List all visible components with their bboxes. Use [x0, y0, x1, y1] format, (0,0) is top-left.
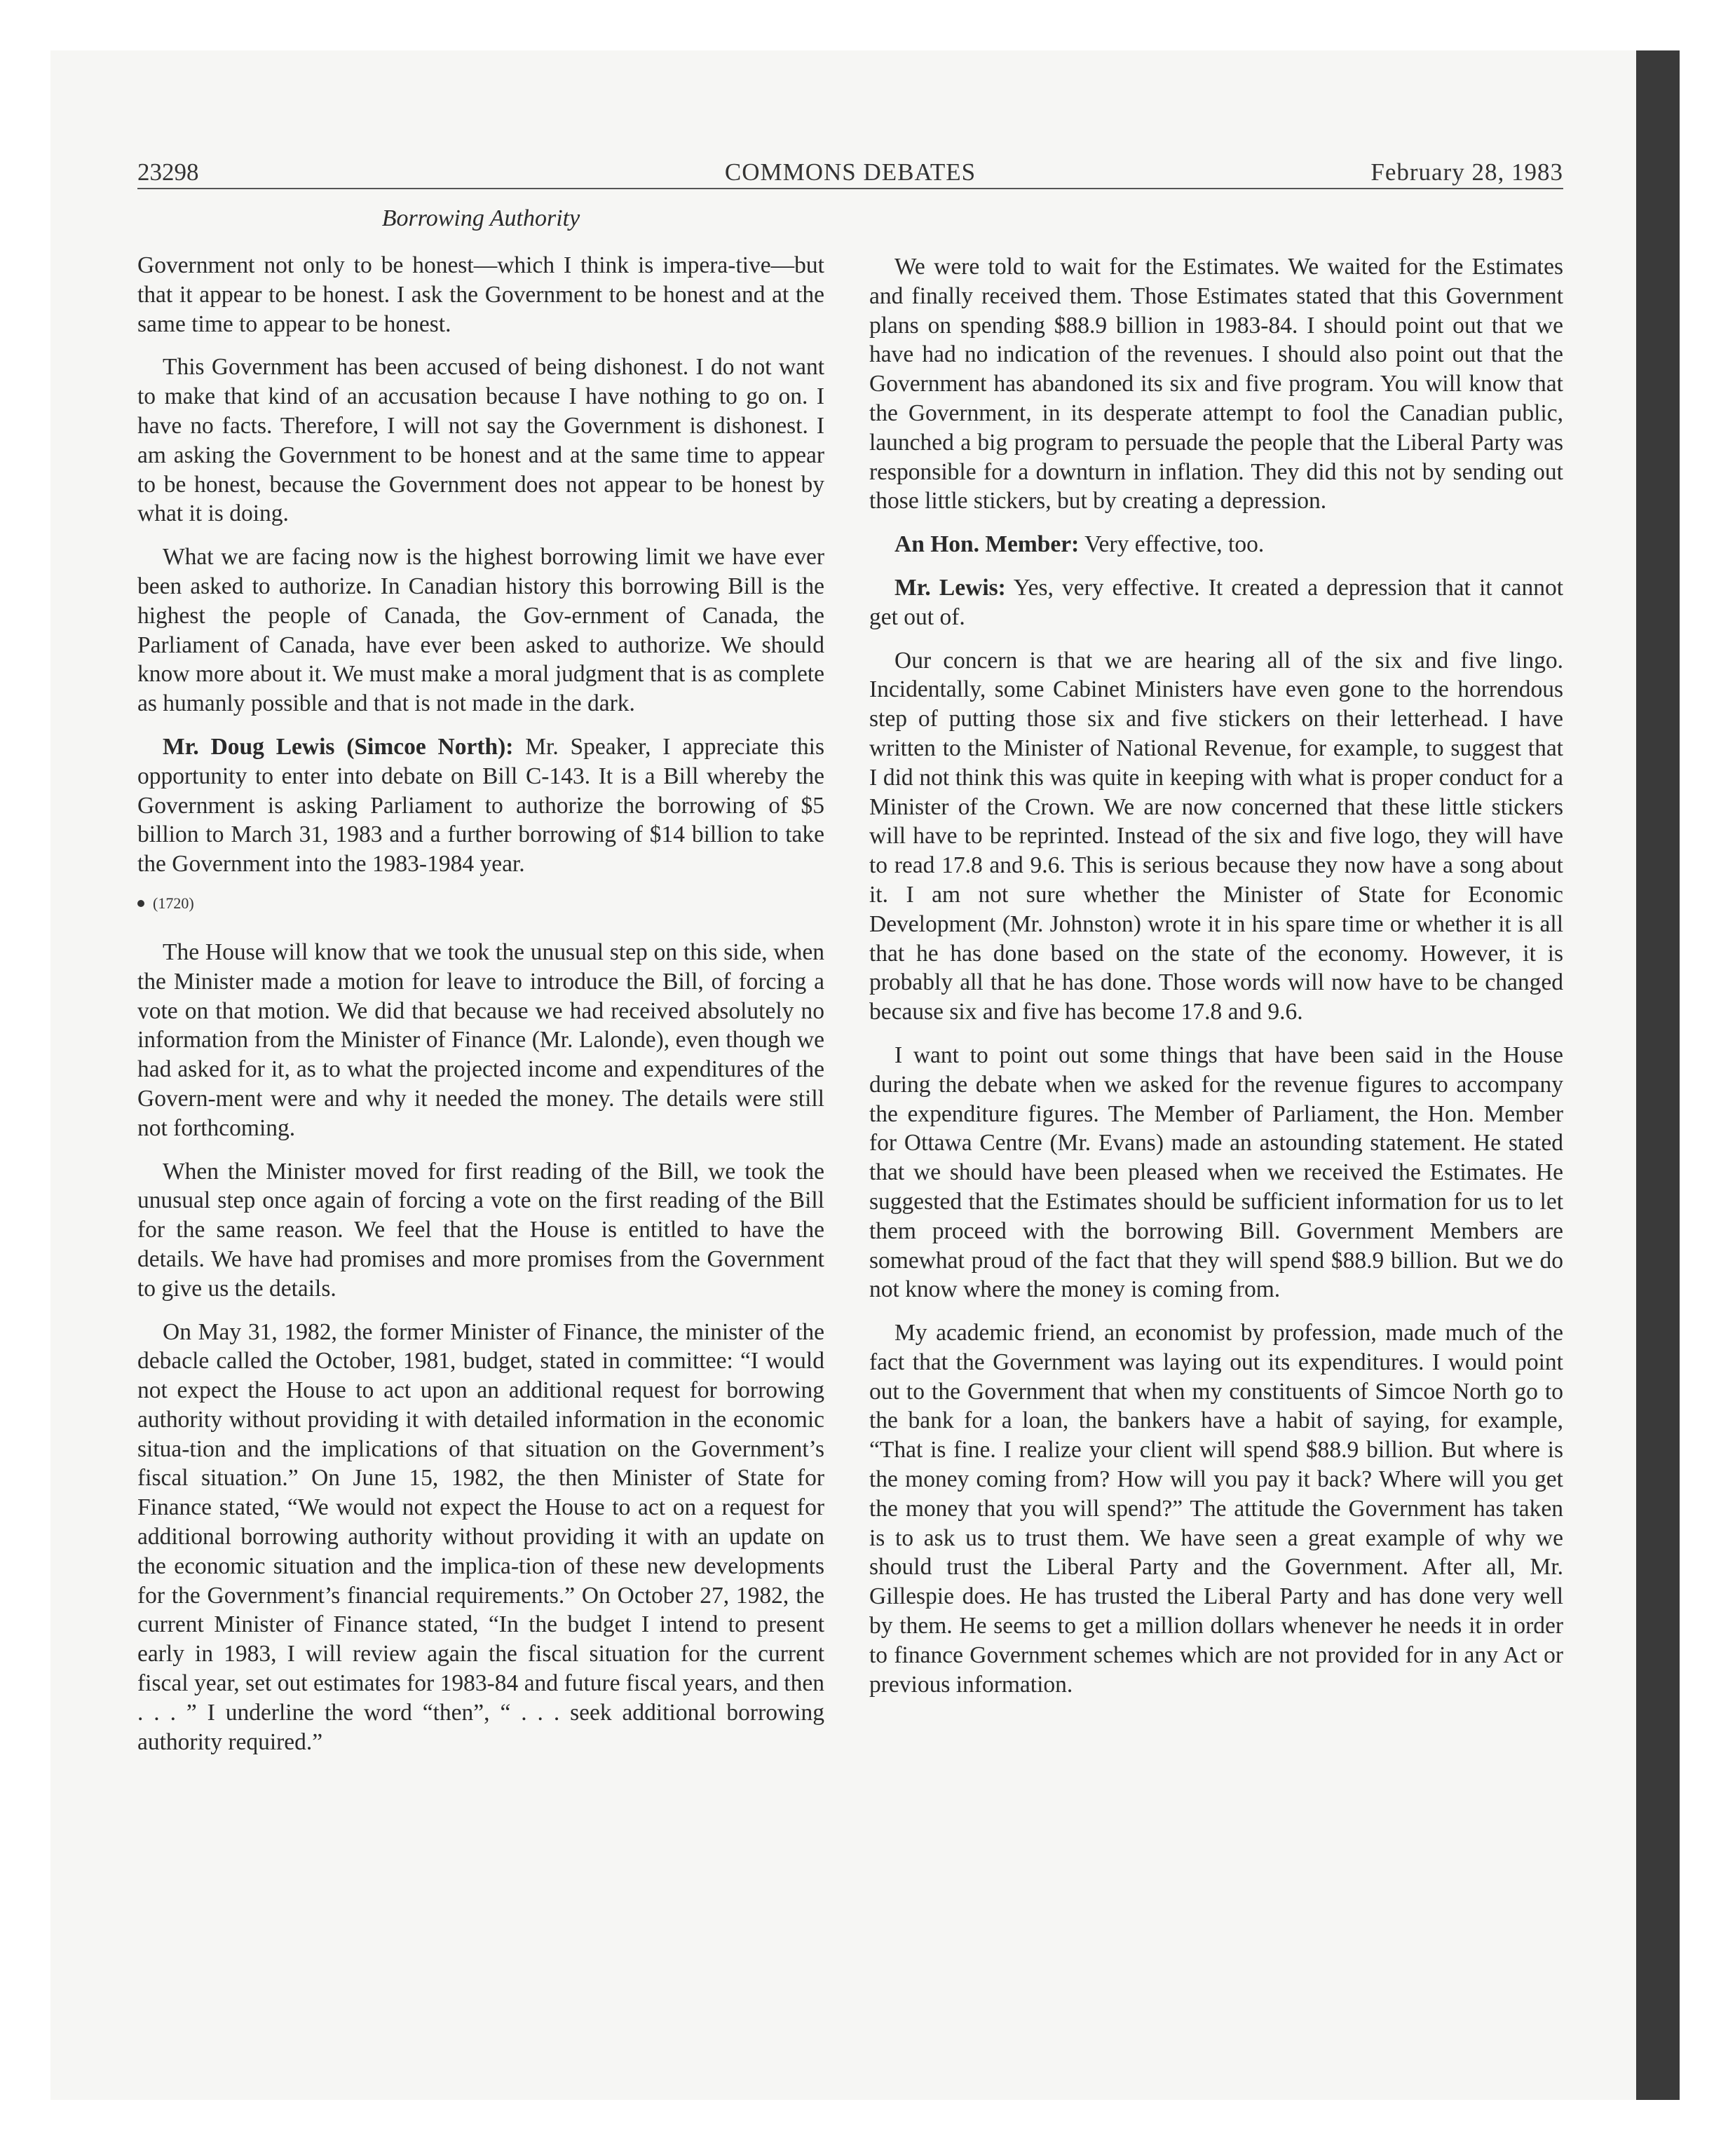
time-marker — [137, 893, 824, 914]
paragraph: Government not only to be honest—which I think is impera-tive—but that it appear to be honest. I ask the Government to be honest and at the same time to appear to be honest. — [137, 252, 824, 337]
paragraph: I want to point out some things that have been said in the House during the debate when we asked for the revenue figures to accompany the expenditure figures. The Member of Parliament, the Hon. Member for Ottawa Centre (Mr. Evans) made an astounding statement. He stated that we should have been pleased when we received the Estimates. He suggested that the Estimates should be sufficient information for us to let them proceed with the borrowing Bill. Government Members are somewhat proud of the fact that they will spend $88.9 billion. But we do not know where the money is coming from. — [869, 1042, 1563, 1303]
subject-heading: Borrowing Authority — [381, 205, 580, 231]
speech-text: Very effective, too. — [1079, 531, 1265, 558]
page-date: February 28, 1983 — [1370, 158, 1563, 186]
paragraph — [869, 530, 1563, 559]
speech-text: Yes, very effective. It created a depression that it cannot get out of. — [869, 574, 1563, 630]
right-column — [869, 252, 1563, 1713]
page-number: 23298 — [137, 158, 199, 186]
speaker-name: Mr. Lewis: — [894, 574, 1006, 601]
time-marker-text: (1720) — [153, 894, 194, 912]
speaker-name: Mr. Doug Lewis (Simcoe North): — [163, 733, 514, 760]
bullet-icon — [137, 900, 144, 907]
speaker-name: An Hon. Member: — [894, 531, 1080, 558]
page-header — [137, 156, 1563, 189]
left-column — [137, 251, 824, 1770]
paragraph: The House will know that we took the unusual step on this side, when the Minister made a motion for leave to introduce the Bill, of forcing a vote on that motion. We did that because we had received absolutely no information from the Minister of Finance (Mr. Lalonde), even though we had asked for it, as to what the projected income and expenditures of the Govern-ment were and why it needed the money. The details were still not forthcoming. — [137, 939, 824, 1141]
publication-title: COMMONS DEBATES — [724, 158, 977, 186]
paragraph: This Government has been accused of being dishonest. I do not want to make that kind of an accusation because I have nothing to go on. I have no facts. Therefore, I will not say the Government is dishonest. I am asking the Government to be honest and at the same time to appear to be honest, because the Government does not appear to be honest by what it is doing. — [137, 354, 824, 527]
paragraph: What we are facing now is the highest borrowing limit we have ever been asked to authorize. In Canadian history this borrowing Bill is the highest the people of Canada, the Gov-ernment of Canada, the Parliament of Canada, have ever been asked to authorize. We should know more about it. We must make a moral judgment that is as complete as humanly possible and that is not made in the dark. — [137, 544, 824, 717]
paragraph — [869, 573, 1563, 632]
paragraph: We were told to wait for the Estimates. We waited for the Estimates and finally received them. Those Estimates stated that this Government plans on spending $88.9 billion in 1983-84. I should point out that we have had no indication of the revenues. I should also point out that the Government has abandoned its six and five program. You will know that the Government, in its desperate attempt to fool the Canadian public, launched a big program to persuade the people that the Liberal Party was responsible for a downturn in inflation. They did this not by sending out those little stickers, but by creating a depression. — [869, 254, 1563, 514]
paragraph: On May 31, 1982, the former Minister of Finance, the minister of the debacle called the October, 1981, budget, stated in committee: “I would not expect the House to act upon an additional request for borrowing authority without providing it with detailed information in the economic situa-tion and the implications of that situation on the Government’s fiscal situation.” On June 15, 1982, the then Minister of State for Finance stated, “We would not expect the House to act on a request for additional borrowing authority without providing it with an update on the economic situation and the implica-tion of these new developments for the Government’s financial requirements.” On October 27, 1982, the current Minister of Finance stated, “In the budget I intend to present early in 1983, I will review again the fiscal situation for the current fiscal year, set out estimates for 1983-84 and future fiscal years, and then . . . ” I underline the word “then”, “ . . . seek additional borrowing authority required.” — [137, 1318, 824, 1755]
paragraph: When the Minister moved for first reading of the Bill, we took the unusual step once again of forcing a vote on the first reading of the Bill for the same reason. We feel that the House is entitled to have the details. We have had promises and more promises from the Government to give us the details. — [137, 1158, 824, 1302]
speech-text: Mr. Speaker, I appreciate this opportunity to enter into debate on Bill C-143. It is a Bill whereby the Government is asking Parliament to authorize the borrowing of $5 billion to March 31, 1983 and a further borrowing of $14 billion to take the Government into the 1983-1984 year. — [137, 733, 824, 878]
scan-edge-bar — [1636, 50, 1680, 2100]
header-rule — [137, 188, 1563, 189]
paragraph: Our concern is that we are hearing all of the six and five lingo. Incidentally, some Cabinet Ministers have even gone to the horrendous step of putting those six and five stickers on their letterhead. I have written to the Minister of National Revenue, for example, to suggest that I did not think this was quite in keeping with what is proper conduct for a Minister of the Crown. We are now concerned that these little stickers will have to be reprinted. Instead of the six and five logo, they will have to read 17.8 and 9.6. This is serious because they now have a song about it. I am not sure whether the Minister of State for Economic Development (Mr. Johnston) wrote it in his spare time or whether it is all that he has done based on the state of the economy. However, it is probably all that he has done. Those words will now have to be changed because six and five has become 17.8 and 9.6. — [869, 647, 1563, 1025]
paragraph: My academic friend, an economist by profession, made much of the fact that the Government was laying out its expenditures. I would point out to the Government that when my constituents of Simcoe North go to the bank for a loan, the bankers have a habit of saying, for example, “That is fine. I realize your client will spend $88.9 billion. But where is the money coming from? How will you pay it back? Where will you get the money that you will spend?” The attitude the Government has taken is to ask us to trust them. We have seen a great example of why we should trust the Liberal Party and the Government. After all, Mr. Gillespie does. He has trusted the Liberal Party and has done very well by them. He seems to get a million dollars whenever he needs it in order to finance Government schemes which are not provided for in any Act or previous information. — [869, 1320, 1563, 1698]
paragraph — [137, 732, 824, 879]
